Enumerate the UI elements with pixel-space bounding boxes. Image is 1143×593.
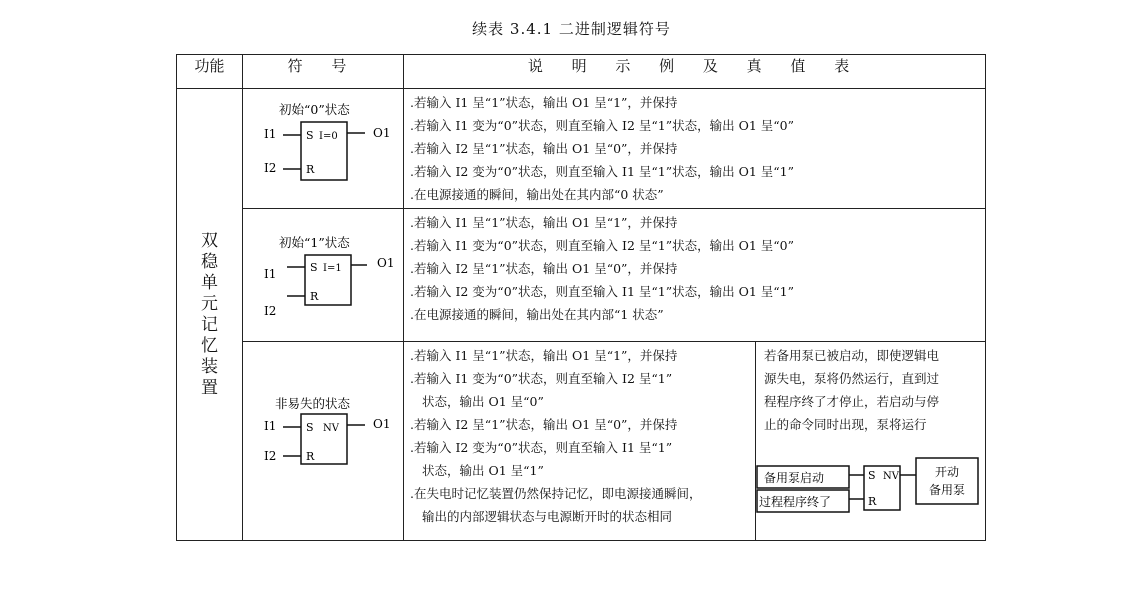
example-line: 若备用泵已被启动，即使逻辑电 [764, 348, 940, 363]
s-label: S [310, 261, 318, 274]
r-label: R [306, 450, 315, 463]
header-description: 说 明 示 例 及 真 值 表 [404, 55, 986, 89]
function-char: 单 [201, 272, 218, 293]
output-label: O1 [373, 126, 391, 140]
pump-example-diagram [756, 454, 984, 534]
input-label: 过程程序终了 [759, 495, 832, 509]
output-label: 备用泵 [928, 483, 966, 497]
example-line: 程程序终了才停止，若启动与停 [764, 394, 940, 409]
box-label: I=0 [319, 131, 338, 142]
description-line: 输出的内部逻辑状态与电源断开时的状态相同 [422, 509, 673, 524]
box-label: NV [323, 423, 339, 434]
r-label: R [306, 163, 315, 176]
example-line: 源失电，泵将仍然运行，直到过 [764, 371, 940, 386]
output-label: O1 [373, 417, 391, 431]
description-line: .若输入 I1 变为“0”状态，则直至输入 I2 呈“1”状态，输出 O1 呈“0” [410, 118, 794, 133]
header-row [177, 55, 986, 89]
description-line: .若输入 I2 变为“0”状态，则直至输入 I1 呈“1”状态，输出 O1 呈“1” [410, 284, 794, 299]
box-label: NV [883, 471, 899, 482]
header-symbol: 符 号 [243, 55, 404, 89]
input-label: I2 [264, 304, 277, 318]
example-cell [756, 342, 986, 541]
header-function: 功能 [177, 55, 243, 89]
s-label: S [306, 129, 314, 142]
description-line: .若输入 I1 变为“0”状态，则直至输入 I2 呈“1”状态，输出 O1 呈“0” [410, 238, 794, 253]
symbol-title: 初始“0”状态 [279, 102, 350, 117]
description-line: .在电源接通的瞬间，输出处在其内部“0 状态” [410, 187, 664, 202]
output-label: 开动 [934, 465, 960, 479]
description-line: .若输入 I2 呈“1”状态，输出 O1 呈“0”，并保持 [410, 141, 678, 156]
description-line: .在电源接通的瞬间，输出处在其内部“1 状态” [410, 307, 664, 322]
symbol-cell [243, 209, 404, 342]
example-line: 止的命令同时出现，泵将运行 [764, 417, 927, 432]
description-cell [404, 209, 986, 342]
sr-flipflop-symbol [243, 89, 403, 204]
sr-flipflop-symbol [243, 342, 403, 536]
input-label: I2 [264, 161, 277, 175]
description-line: .若输入 I1 呈“1”状态，输出 O1 呈“1”，并保持 [410, 348, 678, 363]
s-label: S [306, 421, 314, 434]
symbol-cell [243, 342, 404, 541]
description-line: .若输入 I2 呈“1”状态，输出 O1 呈“0”，并保持 [410, 417, 678, 432]
description-line: .若输入 I1 变为“0”状态，则直至输入 I2 呈“1” [410, 371, 673, 386]
box-label: I=1 [323, 263, 342, 274]
input-label: 备用泵启动 [764, 471, 825, 485]
input-label: I1 [264, 419, 277, 433]
function-char: 置 [201, 377, 218, 398]
symbol-title: 初始“1”状态 [279, 235, 350, 250]
function-char: 记 [201, 314, 218, 335]
function-char: 双 [201, 230, 218, 251]
symbol-title: 非易失的状态 [275, 396, 351, 411]
function-char: 稳 [201, 251, 218, 272]
sr-flipflop-symbol [243, 209, 403, 337]
description-line: .若输入 I2 变为“0”状态，则直至输入 I1 呈“1” [410, 440, 673, 455]
r-label: R [310, 290, 319, 303]
logic-symbol-table [176, 54, 986, 541]
input-label: I2 [264, 449, 277, 463]
table-row [177, 209, 986, 342]
function-char: 忆 [201, 335, 218, 356]
description-line: .若输入 I2 呈“1”状态，输出 O1 呈“0”，并保持 [410, 261, 678, 276]
description-cell [404, 342, 756, 541]
description-line: .若输入 I1 呈“1”状态，输出 O1 呈“1”，并保持 [410, 95, 678, 110]
table-row [177, 89, 986, 209]
description-cell [404, 89, 986, 209]
description-line: .在失电时记忆装置仍然保持记忆，即电源接通瞬间， [410, 486, 702, 501]
r-label: R [868, 495, 877, 508]
input-label: I1 [264, 267, 277, 281]
s-label: S [868, 469, 876, 482]
function-char: 元 [201, 293, 218, 314]
function-char: 装 [201, 356, 218, 377]
description-line: 状态，输出 O1 呈“0” [422, 394, 544, 409]
table-caption: 续表 3.4.1 二进制逻辑符号 [472, 20, 671, 38]
symbol-cell [243, 89, 404, 209]
description-line: .若输入 I2 变为“0”状态，则直至输入 I1 呈“1”状态，输出 O1 呈“1” [410, 164, 794, 179]
table-row [177, 342, 986, 541]
input-label: I1 [264, 127, 277, 141]
output-label: O1 [377, 256, 395, 270]
function-cell [177, 89, 243, 541]
description-line: 状态，输出 O1 呈“1” [422, 463, 544, 478]
description-line: .若输入 I1 呈“1”状态，输出 O1 呈“1”，并保持 [410, 215, 678, 230]
